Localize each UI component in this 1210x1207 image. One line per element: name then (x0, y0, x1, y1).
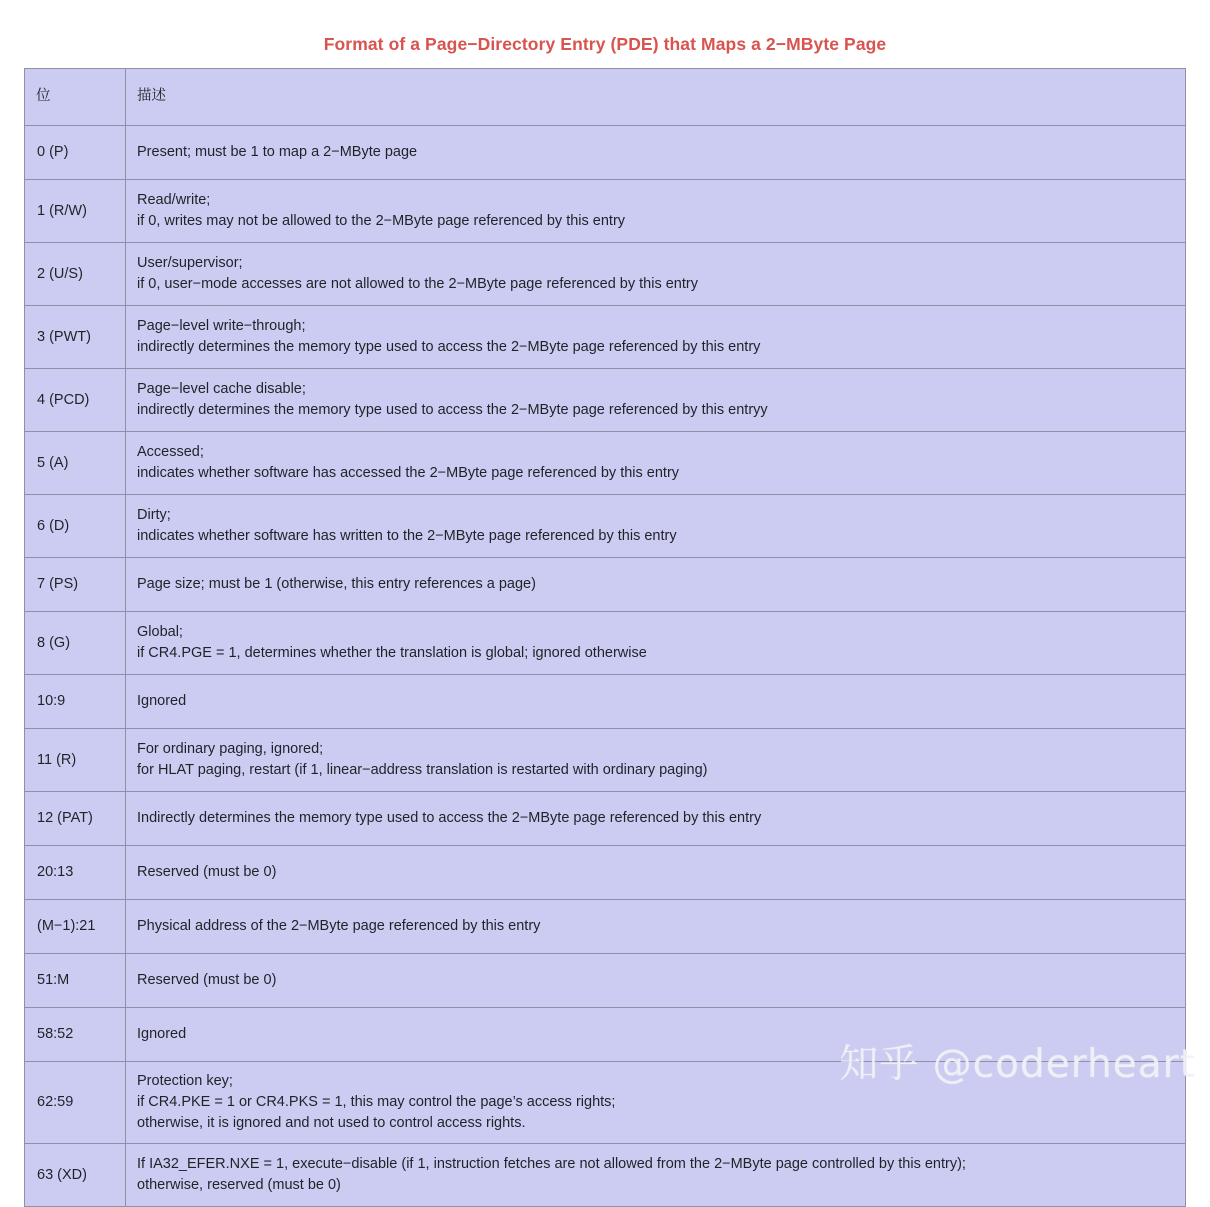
cell-bits: (M−1):21 (25, 900, 126, 954)
cell-description (126, 792, 1186, 846)
cell-description (126, 243, 1186, 306)
cell-bits: 8 (G) (25, 612, 126, 675)
cell-description (126, 900, 1186, 954)
cell-description (126, 306, 1186, 369)
cell-description (126, 846, 1186, 900)
cell-bits: 2 (U/S) (25, 243, 126, 306)
cell-description (126, 612, 1186, 675)
cell-description (126, 1144, 1186, 1207)
table-row (25, 1144, 1186, 1207)
table-row (25, 729, 1186, 792)
cell-bits: 6 (D) (25, 495, 126, 558)
description-line: Protection key; (137, 1073, 233, 1090)
description-line: Reserved (must be 0) (137, 864, 277, 881)
table-row (25, 612, 1186, 675)
pde-table-container (24, 68, 1185, 1207)
cell-description (126, 432, 1186, 495)
cell-bits: 11 (R) (25, 729, 126, 792)
cell-bits: 51:M (25, 954, 126, 1008)
description-line: for HLAT paging, restart (if 1, linear−address translation is restarted with ordinary paging) (137, 762, 708, 779)
table-row (25, 495, 1186, 558)
description-line: Page−level cache disable; (137, 381, 306, 398)
cell-description (126, 675, 1186, 729)
cell-description (126, 495, 1186, 558)
table-row (25, 1062, 1186, 1144)
table-header-row (25, 69, 1186, 126)
description-line: Global; (137, 624, 183, 641)
description-line: Ignored (137, 693, 187, 710)
table-row (25, 1008, 1186, 1062)
cell-bits: 12 (PAT) (25, 792, 126, 846)
description-line: otherwise, reserved (must be 0) (137, 1177, 341, 1194)
table-row (25, 900, 1186, 954)
cell-bits: 5 (A) (25, 432, 126, 495)
description-line: Page−level write−through; (137, 318, 306, 335)
cell-description (126, 126, 1186, 180)
description-line: Ignored (137, 1026, 187, 1043)
description-line: indicates whether software has written to the 2−MByte page referenced by this entry (137, 528, 677, 545)
description-line: if CR4.PGE = 1, determines whether the translation is global; ignored otherwise (137, 645, 647, 662)
table-row (25, 846, 1186, 900)
table-row (25, 558, 1186, 612)
description-line: indirectly determines the memory type used to access the 2−MByte page referenced by this entryy (137, 402, 768, 419)
cell-bits: 10:9 (25, 675, 126, 729)
description-line: Reserved (must be 0) (137, 972, 277, 989)
table-row (25, 792, 1186, 846)
cell-bits: 4 (PCD) (25, 369, 126, 432)
description-line: if CR4.PKE = 1 or CR4.PKS = 1, this may control the page’s access rights; (137, 1094, 616, 1111)
page-title: Format of a Page−Directory Entry (PDE) that Maps a 2−MByte Page (323, 34, 887, 54)
table-row (25, 954, 1186, 1008)
description-line: User/supervisor; (137, 255, 243, 272)
description-line: otherwise, it is ignored and not used to control access rights. (137, 1115, 526, 1132)
description-line: Indirectly determines the memory type used to access the 2−MByte page referenced by this entry (137, 810, 762, 827)
cell-description (126, 954, 1186, 1008)
description-line: If IA32_EFER.NXE = 1, execute−disable (if 1, instruction fetches are not allowed from the 2−MByte page controlled by this entry); (137, 1156, 966, 1173)
column-header-bits: 位 (25, 69, 126, 126)
description-line: Accessed; (137, 444, 204, 461)
cell-bits: 1 (R/W) (25, 180, 126, 243)
description-line: Page size; must be 1 (otherwise, this entry references a page) (137, 576, 536, 593)
description-line: Present; must be 1 to map a 2−MByte page (137, 144, 418, 160)
cell-bits: 20:13 (25, 846, 126, 900)
table-row (25, 126, 1186, 180)
description-line: if 0, user−mode accesses are not allowed to the 2−MByte page referenced by this entry (137, 276, 698, 293)
table-header (25, 69, 1186, 126)
cell-description (126, 369, 1186, 432)
cell-description (126, 729, 1186, 792)
cell-description (126, 558, 1186, 612)
description-line: indirectly determines the memory type used to access the 2−MByte page referenced by this entry (137, 339, 761, 356)
cell-bits: 7 (PS) (25, 558, 126, 612)
table-row (25, 180, 1186, 243)
description-line: indicates whether software has accessed the 2−MByte page referenced by this entry (137, 465, 680, 482)
description-line: if 0, writes may not be allowed to the 2−MByte page referenced by this entry (137, 213, 626, 230)
description-line: Dirty; (137, 507, 171, 524)
table-row (25, 675, 1186, 729)
table-row (25, 432, 1186, 495)
cell-bits: 0 (P) (25, 126, 126, 180)
description-line: Read/write; (137, 192, 211, 209)
description-line: Physical address of the 2−MByte page referenced by this entry (137, 918, 541, 935)
cell-bits: 3 (PWT) (25, 306, 126, 369)
cell-description (126, 1008, 1186, 1062)
table-row (25, 306, 1186, 369)
table-row (25, 243, 1186, 306)
cell-description (126, 180, 1186, 243)
column-header-description: 描述 (126, 69, 1186, 126)
cell-bits: 62:59 (25, 1062, 126, 1144)
pde-format-table (24, 68, 1186, 1207)
description-line: For ordinary paging, ignored; (137, 741, 324, 758)
cell-description (126, 1062, 1186, 1144)
table-body (25, 126, 1186, 1207)
cell-bits: 63 (XD) (25, 1144, 126, 1207)
table-row (25, 369, 1186, 432)
zhihu-watermark: 知乎 @coderheart (839, 1042, 1196, 1087)
cell-bits: 58:52 (25, 1008, 126, 1062)
